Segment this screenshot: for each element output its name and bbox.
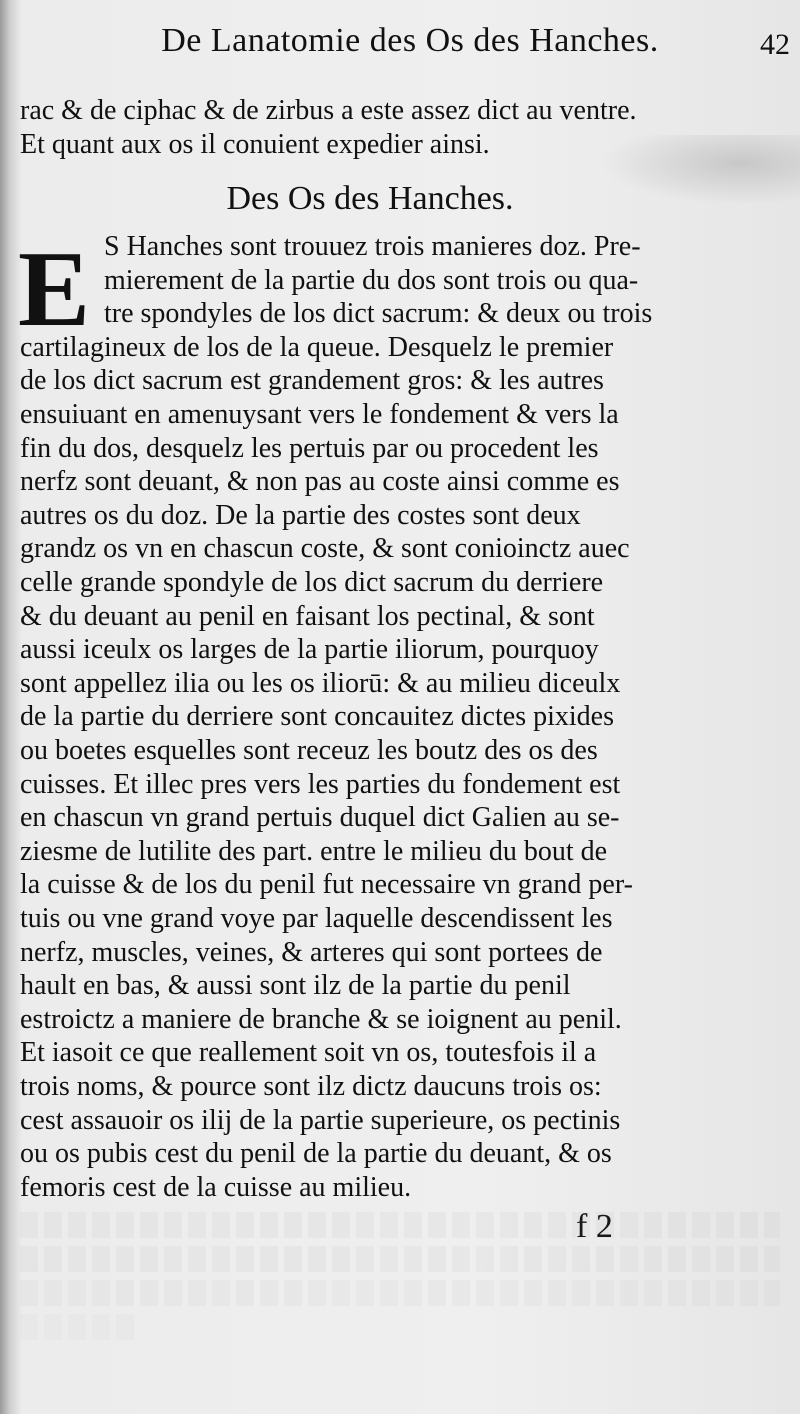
text-line: ensuiuant en amenuysant vers le fondement & vers la [20,399,619,430]
text-line: mierement de la partie du dos sont trois ou qua- [104,264,639,296]
text-line: aussi iceulx os larges de la partie iliorum, pourquoy [20,634,599,666]
text-line: hault en bas, & aussi sont ilz de la partie du penil [20,970,571,1002]
text-line: de la partie du derriere sont concauitez dictes pixides [20,701,614,733]
text-line: la cuisse & de los du penil fut necessaire vn grand per- [20,869,633,901]
section-heading: Des Os des Hanches. [226,180,514,217]
signature-mark: f 2 [576,1208,613,1245]
running-head: De Lanatomie des Os des Hanches. [161,22,659,59]
text-line: celle grande spondyle de los dict sacrum du derriere [20,567,604,598]
text-line: rac & de ciphac & de zirbus a este assez dict au ventre. [20,95,637,126]
drop-cap: E [18,230,91,349]
text-line: en chascun vn grand pertuis duquel dict Galien au se- [20,802,620,834]
text-line: ziesme de lutilite des part. entre le milieu du bout de [20,835,608,867]
text-line: femoris cest de la cuisse au milieu. [20,1171,412,1203]
text-line: Et iasoit ce que reallement soit vn os, toutesfois il a [20,1037,597,1069]
text-line: cartilagineux de los de la queue. Desquelz le premier [20,331,614,363]
text-line: autres os du doz. De la partie des costes sont deux [20,499,581,531]
text-line: grandz os vn en chascun coste, & sont conioinctz auec [20,533,630,565]
text-line: ou boetes esquelles sont receuz les boutz des os des [20,735,598,766]
text-line: ou os pubis cest du penil de la partie du deuant, & os [20,1138,612,1170]
text-line: de los dict sacrum est grandement gros: & les autres [20,365,604,397]
text-line: tre spondyles de los dict sacrum: & deux ou trois [104,298,653,330]
text-line: S Hanches sont trouuez trois manieres doz. Pre- [104,231,641,262]
text-line: nerfz, muscles, veines, & arteres qui sont portees de [20,936,603,968]
text-line: trois noms, & pource sont ilz dictz daucuns trois os: [20,1071,602,1102]
page-number: 42 [760,28,790,61]
text-line: cest assauoir os ilij de la partie superieure, os pectinis [20,1104,621,1136]
text-line: cuisses. Et illec pres vers les parties du fondement est [20,768,621,800]
text-line: sont appellez ilia ou les os iliorū: & au milieu diceulx [20,667,621,699]
show-through-text [20,1314,140,1340]
text-line: estroictz a maniere de branche & se ioignent au penil. [20,1003,622,1035]
show-through-text [20,1246,780,1272]
show-through-text [20,1212,780,1238]
show-through-text [20,1280,780,1306]
text-line: Et quant aux os il conuient expedier ainsi. [20,129,490,160]
text-line: tuis ou vne grand voye par laquelle descendissent les [20,903,613,934]
text-line: nerfz sont deuant, & non pas au coste ainsi comme es [20,466,620,498]
text-line: & du deuant au penil en faisant los pectinal, & sont [20,600,595,632]
text-line: fin du dos, desquelz les pertuis par ou procedent les [20,432,599,464]
